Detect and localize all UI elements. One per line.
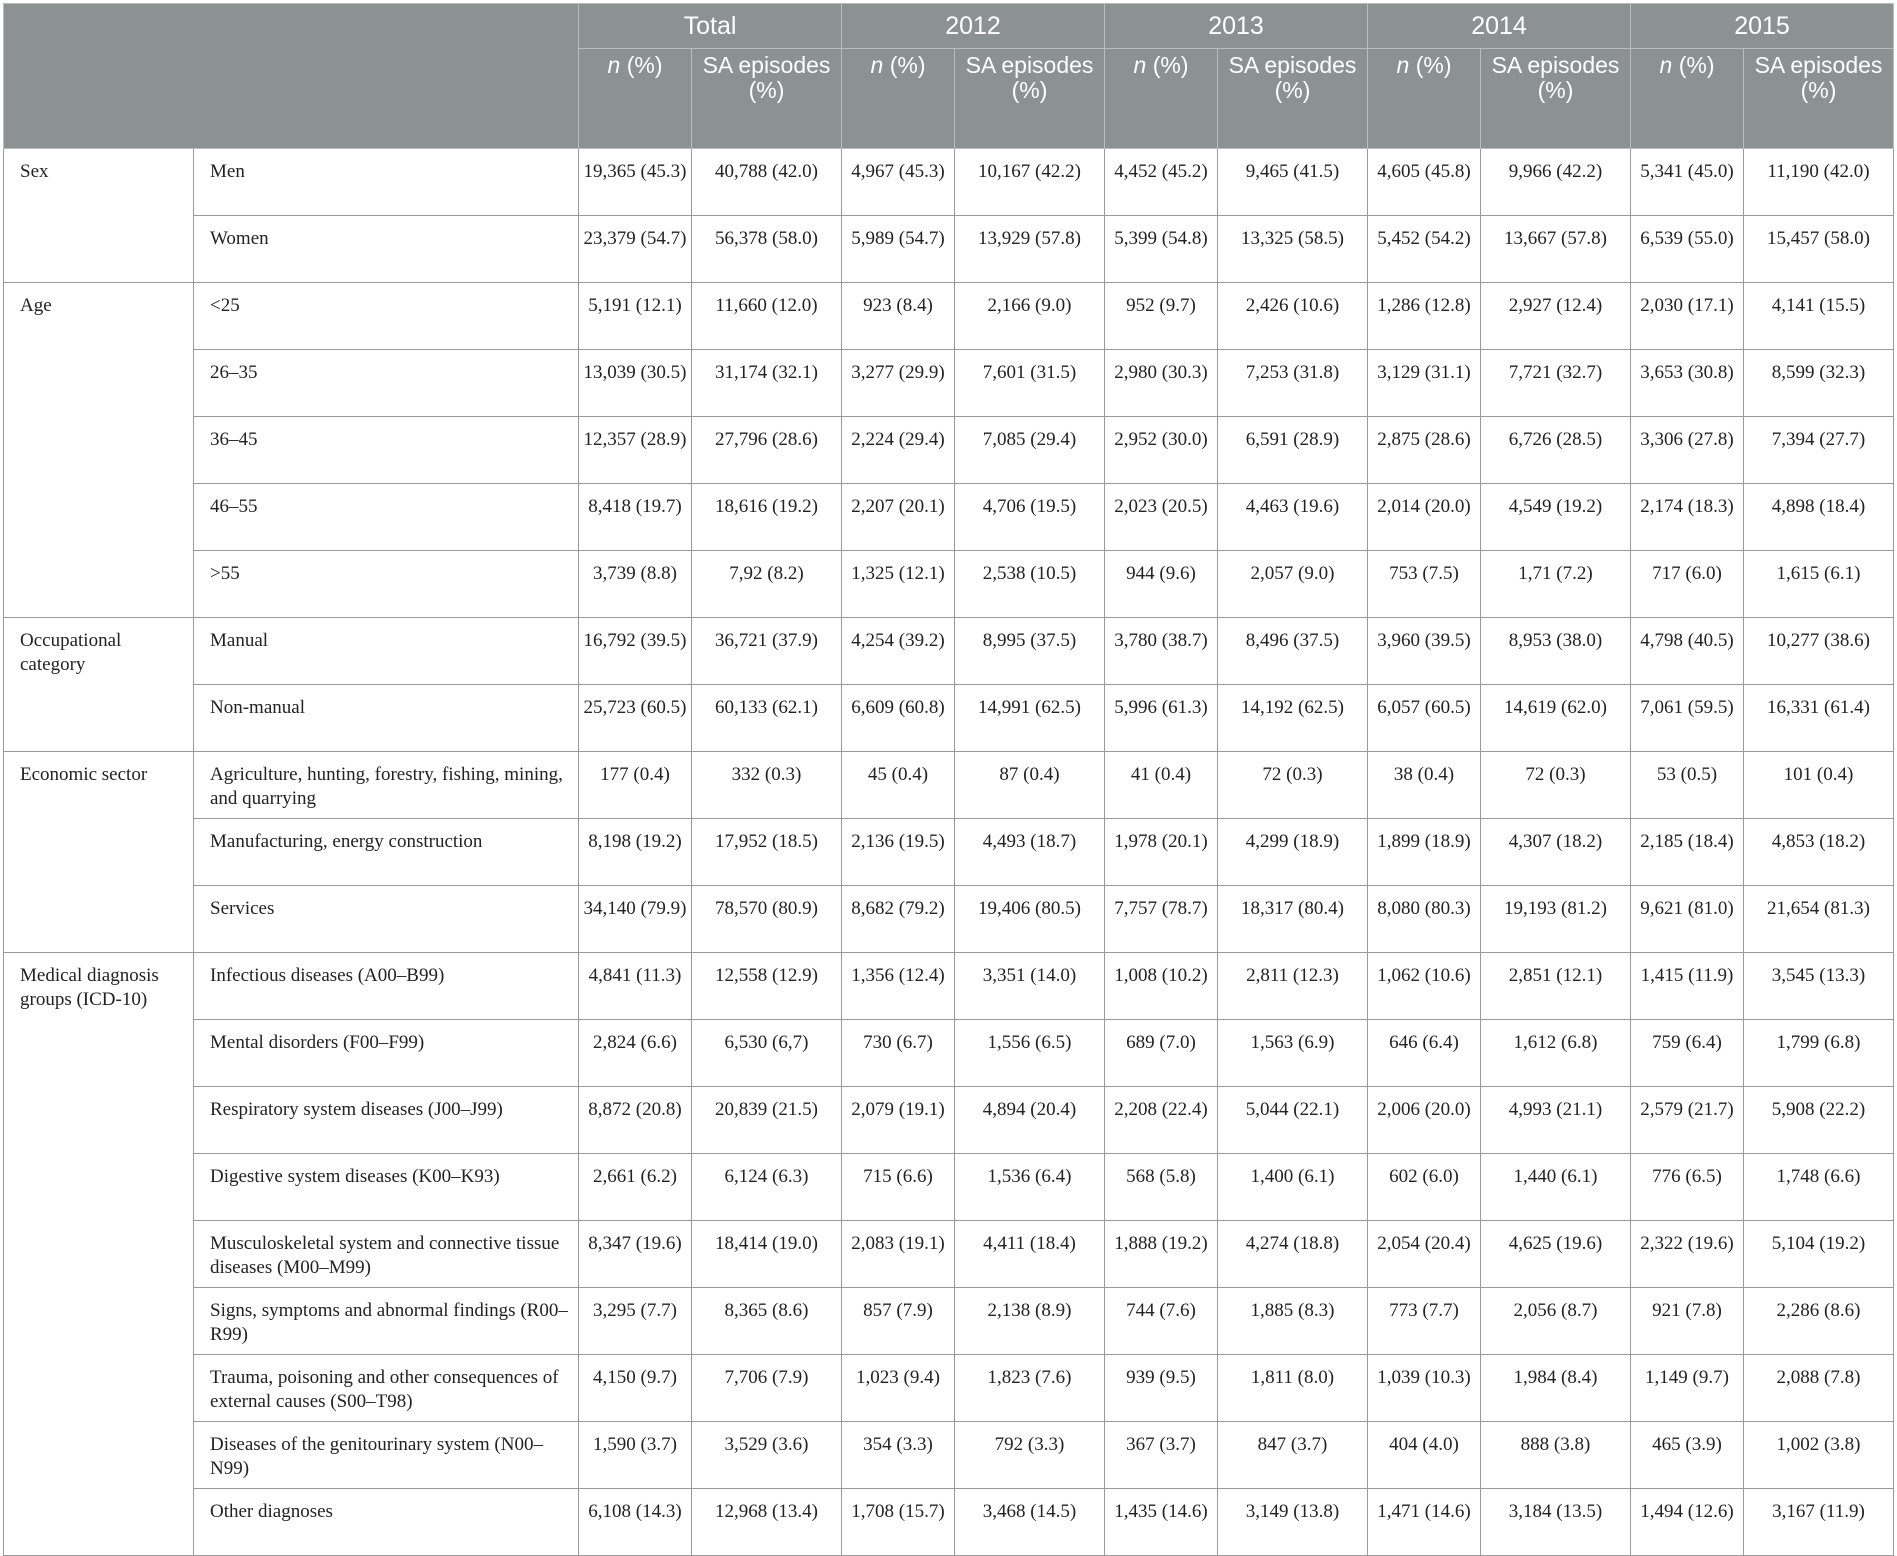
- value-cell: 1,978 (20.1): [1105, 819, 1218, 886]
- value-cell: 1,799 (6.8): [1744, 1020, 1894, 1087]
- value-cell: 689 (7.0): [1105, 1020, 1218, 1087]
- row-label: <25: [194, 283, 579, 350]
- value-cell: 3,653 (30.8): [1631, 350, 1744, 417]
- value-cell: 3,277 (29.9): [842, 350, 955, 417]
- row-label: Mental disorders (F00–F99): [194, 1020, 579, 1087]
- value-cell: 18,616 (19.2): [692, 484, 842, 551]
- value-cell: 1,612 (6.8): [1481, 1020, 1631, 1087]
- value-cell: 19,193 (81.2): [1481, 886, 1631, 953]
- value-cell: 2,875 (28.6): [1368, 417, 1481, 484]
- row-label: Men: [194, 149, 579, 216]
- value-cell: 1,885 (8.3): [1218, 1288, 1368, 1355]
- value-cell: 646 (6.4): [1368, 1020, 1481, 1087]
- value-cell: 16,331 (61.4): [1744, 685, 1894, 752]
- value-cell: 2,927 (12.4): [1481, 283, 1631, 350]
- n-suffix: (%): [1672, 52, 1715, 78]
- value-cell: 1,899 (18.9): [1368, 819, 1481, 886]
- value-cell: 1,356 (12.4): [842, 953, 955, 1020]
- value-cell: 38 (0.4): [1368, 752, 1481, 819]
- value-cell: 404 (4.0): [1368, 1422, 1481, 1489]
- n-percent-header: [1631, 49, 1744, 149]
- column-group-header: 2012: [842, 4, 1105, 49]
- value-cell: 8,080 (80.3): [1368, 886, 1481, 953]
- table-row: [4, 149, 1894, 216]
- table-row: [4, 1154, 1894, 1221]
- table-row: [4, 685, 1894, 752]
- value-cell: 2,088 (7.8): [1744, 1355, 1894, 1422]
- value-cell: 857 (7.9): [842, 1288, 955, 1355]
- value-cell: 1,471 (14.6): [1368, 1489, 1481, 1556]
- value-cell: 715 (6.6): [842, 1154, 955, 1221]
- value-cell: 3,167 (11.9): [1744, 1489, 1894, 1556]
- value-cell: 8,198 (19.2): [579, 819, 692, 886]
- value-cell: 3,351 (14.0): [955, 953, 1105, 1020]
- value-cell: 4,307 (18.2): [1481, 819, 1631, 886]
- value-cell: 2,824 (6.6): [579, 1020, 692, 1087]
- value-cell: 8,496 (37.5): [1218, 618, 1368, 685]
- value-cell: 2,079 (19.1): [842, 1087, 955, 1154]
- value-cell: 6,591 (28.9): [1218, 417, 1368, 484]
- value-cell: 4,299 (18.9): [1218, 819, 1368, 886]
- value-cell: 4,463 (19.6): [1218, 484, 1368, 551]
- column-group-header: Total: [579, 4, 842, 49]
- value-cell: 1,590 (3.7): [579, 1422, 692, 1489]
- value-cell: 465 (3.9): [1631, 1422, 1744, 1489]
- value-cell: 10,277 (38.6): [1744, 618, 1894, 685]
- value-cell: 4,894 (20.4): [955, 1087, 1105, 1154]
- value-cell: 4,274 (18.8): [1218, 1221, 1368, 1288]
- value-cell: 717 (6.0): [1631, 551, 1744, 618]
- table-row: [4, 551, 1894, 618]
- value-cell: 1,615 (6.1): [1744, 551, 1894, 618]
- value-cell: 3,739 (8.8): [579, 551, 692, 618]
- value-cell: 31,174 (32.1): [692, 350, 842, 417]
- value-cell: 3,468 (14.5): [955, 1489, 1105, 1556]
- value-cell: 3,306 (27.8): [1631, 417, 1744, 484]
- value-cell: 2,208 (22.4): [1105, 1087, 1218, 1154]
- value-cell: 7,394 (27.7): [1744, 417, 1894, 484]
- value-cell: 9,966 (42.2): [1481, 149, 1631, 216]
- value-cell: 354 (3.3): [842, 1422, 955, 1489]
- n-suffix: (%): [883, 52, 926, 78]
- value-cell: 1,494 (12.6): [1631, 1489, 1744, 1556]
- value-cell: 7,601 (31.5): [955, 350, 1105, 417]
- table-row: [4, 417, 1894, 484]
- row-label: Respiratory system diseases (J00–J99): [194, 1087, 579, 1154]
- value-cell: 2,057 (9.0): [1218, 551, 1368, 618]
- value-cell: 14,192 (62.5): [1218, 685, 1368, 752]
- table-container: [3, 3, 1894, 1556]
- value-cell: 20,839 (21.5): [692, 1087, 842, 1154]
- value-cell: 6,530 (6,7): [692, 1020, 842, 1087]
- value-cell: 1,536 (6.4): [955, 1154, 1105, 1221]
- value-cell: 5,044 (22.1): [1218, 1087, 1368, 1154]
- value-cell: 1,984 (8.4): [1481, 1355, 1631, 1422]
- category-cell: Sex: [4, 149, 194, 283]
- value-cell: 1,023 (9.4): [842, 1355, 955, 1422]
- value-cell: 1,415 (11.9): [1631, 953, 1744, 1020]
- value-cell: 53 (0.5): [1631, 752, 1744, 819]
- table-row: [4, 1355, 1894, 1422]
- value-cell: 19,365 (45.3): [579, 149, 692, 216]
- table-row: [4, 618, 1894, 685]
- value-cell: 1,435 (14.6): [1105, 1489, 1218, 1556]
- column-group-header: 2013: [1105, 4, 1368, 49]
- value-cell: 2,952 (30.0): [1105, 417, 1218, 484]
- row-label: Manual: [194, 618, 579, 685]
- value-cell: 1,748 (6.6): [1744, 1154, 1894, 1221]
- value-cell: 2,054 (20.4): [1368, 1221, 1481, 1288]
- value-cell: 2,224 (29.4): [842, 417, 955, 484]
- value-cell: 332 (0.3): [692, 752, 842, 819]
- value-cell: 101 (0.4): [1744, 752, 1894, 819]
- value-cell: 4,549 (19.2): [1481, 484, 1631, 551]
- value-cell: 1,062 (10.6): [1368, 953, 1481, 1020]
- value-cell: 1,556 (6.5): [955, 1020, 1105, 1087]
- value-cell: 8,347 (19.6): [579, 1221, 692, 1288]
- value-cell: 5,908 (22.2): [1744, 1087, 1894, 1154]
- value-cell: 2,661 (6.2): [579, 1154, 692, 1221]
- n-label: n: [1659, 52, 1673, 78]
- table-row: [4, 283, 1894, 350]
- value-cell: 8,599 (32.3): [1744, 350, 1894, 417]
- value-cell: 7,706 (7.9): [692, 1355, 842, 1422]
- value-cell: 60,133 (62.1): [692, 685, 842, 752]
- value-cell: 4,853 (18.2): [1744, 819, 1894, 886]
- value-cell: 4,798 (40.5): [1631, 618, 1744, 685]
- value-cell: 11,190 (42.0): [1744, 149, 1894, 216]
- n-suffix: (%): [620, 52, 663, 78]
- value-cell: 4,254 (39.2): [842, 618, 955, 685]
- value-cell: 177 (0.4): [579, 752, 692, 819]
- header-blank-cell: [4, 4, 579, 149]
- table-row: [4, 1221, 1894, 1288]
- value-cell: 40,788 (42.0): [692, 149, 842, 216]
- value-cell: 2,030 (17.1): [1631, 283, 1744, 350]
- value-cell: 14,991 (62.5): [955, 685, 1105, 752]
- value-cell: 7,757 (78.7): [1105, 886, 1218, 953]
- table-row: [4, 1422, 1894, 1489]
- value-cell: 773 (7.7): [1368, 1288, 1481, 1355]
- value-cell: 8,995 (37.5): [955, 618, 1105, 685]
- value-cell: 939 (9.5): [1105, 1355, 1218, 1422]
- value-cell: 7,92 (8.2): [692, 551, 842, 618]
- value-cell: 4,411 (18.4): [955, 1221, 1105, 1288]
- value-cell: 5,104 (19.2): [1744, 1221, 1894, 1288]
- category-cell: Economic sector: [4, 752, 194, 953]
- table-header: [4, 4, 1894, 149]
- category-cell: Occupational category: [4, 618, 194, 752]
- value-cell: 16,792 (39.5): [579, 618, 692, 685]
- value-cell: 19,406 (80.5): [955, 886, 1105, 953]
- value-cell: 4,150 (9.7): [579, 1355, 692, 1422]
- value-cell: 1,002 (3.8): [1744, 1422, 1894, 1489]
- value-cell: 4,898 (18.4): [1744, 484, 1894, 551]
- row-label: Signs, symptoms and abnormal findings (R00–R99): [194, 1288, 579, 1355]
- n-label: n: [607, 52, 621, 78]
- value-cell: 4,625 (19.6): [1481, 1221, 1631, 1288]
- value-cell: 2,538 (10.5): [955, 551, 1105, 618]
- value-cell: 2,185 (18.4): [1631, 819, 1744, 886]
- value-cell: 2,322 (19.6): [1631, 1221, 1744, 1288]
- value-cell: 5,989 (54.7): [842, 216, 955, 283]
- value-cell: 1,888 (19.2): [1105, 1221, 1218, 1288]
- value-cell: 18,317 (80.4): [1218, 886, 1368, 953]
- value-cell: 4,605 (45.8): [1368, 149, 1481, 216]
- value-cell: 1,563 (6.9): [1218, 1020, 1368, 1087]
- category-cell: Age: [4, 283, 194, 618]
- value-cell: 8,365 (8.6): [692, 1288, 842, 1355]
- table-body: [4, 149, 1894, 1556]
- value-cell: 14,619 (62.0): [1481, 685, 1631, 752]
- row-label: Manufacturing, energy construction: [194, 819, 579, 886]
- value-cell: 1,286 (12.8): [1368, 283, 1481, 350]
- category-cell: Medical diagnosis groups (ICD-10): [4, 953, 194, 1556]
- value-cell: 944 (9.6): [1105, 551, 1218, 618]
- value-cell: 3,129 (31.1): [1368, 350, 1481, 417]
- value-cell: 2,980 (30.3): [1105, 350, 1218, 417]
- value-cell: 11,660 (12.0): [692, 283, 842, 350]
- value-cell: 4,841 (11.3): [579, 953, 692, 1020]
- data-table: [3, 3, 1894, 1556]
- value-cell: 78,570 (80.9): [692, 886, 842, 953]
- value-cell: 8,953 (38.0): [1481, 618, 1631, 685]
- value-cell: 34,140 (79.9): [579, 886, 692, 953]
- value-cell: 5,996 (61.3): [1105, 685, 1218, 752]
- value-cell: 12,357 (28.9): [579, 417, 692, 484]
- value-cell: 921 (7.8): [1631, 1288, 1744, 1355]
- value-cell: 13,039 (30.5): [579, 350, 692, 417]
- value-cell: 12,968 (13.4): [692, 1489, 842, 1556]
- value-cell: 6,609 (60.8): [842, 685, 955, 752]
- value-cell: 7,721 (32.7): [1481, 350, 1631, 417]
- value-cell: 776 (6.5): [1631, 1154, 1744, 1221]
- sa-episodes-header: SA episodes (%): [955, 49, 1105, 149]
- value-cell: 1,325 (12.1): [842, 551, 955, 618]
- table-row: [4, 350, 1894, 417]
- value-cell: 1,400 (6.1): [1218, 1154, 1368, 1221]
- sa-episodes-header: SA episodes (%): [1218, 49, 1368, 149]
- value-cell: 8,872 (20.8): [579, 1087, 692, 1154]
- row-label: 46–55: [194, 484, 579, 551]
- n-suffix: (%): [1409, 52, 1452, 78]
- value-cell: 367 (3.7): [1105, 1422, 1218, 1489]
- value-cell: 1,008 (10.2): [1105, 953, 1218, 1020]
- value-cell: 12,558 (12.9): [692, 953, 842, 1020]
- value-cell: 15,457 (58.0): [1744, 216, 1894, 283]
- value-cell: 3,184 (13.5): [1481, 1489, 1631, 1556]
- value-cell: 45 (0.4): [842, 752, 955, 819]
- value-cell: 6,057 (60.5): [1368, 685, 1481, 752]
- value-cell: 6,108 (14.3): [579, 1489, 692, 1556]
- value-cell: 1,708 (15.7): [842, 1489, 955, 1556]
- value-cell: 1,149 (9.7): [1631, 1355, 1744, 1422]
- value-cell: 6,726 (28.5): [1481, 417, 1631, 484]
- value-cell: 7,061 (59.5): [1631, 685, 1744, 752]
- value-cell: 10,167 (42.2): [955, 149, 1105, 216]
- value-cell: 5,399 (54.8): [1105, 216, 1218, 283]
- row-label: 36–45: [194, 417, 579, 484]
- value-cell: 2,023 (20.5): [1105, 484, 1218, 551]
- n-label: n: [1133, 52, 1147, 78]
- table-row: [4, 819, 1894, 886]
- value-cell: 27,796 (28.6): [692, 417, 842, 484]
- value-cell: 5,341 (45.0): [1631, 149, 1744, 216]
- value-cell: 4,706 (19.5): [955, 484, 1105, 551]
- row-label: Trauma, poisoning and other consequences of external causes (S00–T98): [194, 1355, 579, 1422]
- table-row: [4, 1087, 1894, 1154]
- value-cell: 2,166 (9.0): [955, 283, 1105, 350]
- table-row: [4, 1288, 1894, 1355]
- n-percent-header: [1368, 49, 1481, 149]
- value-cell: 23,379 (54.7): [579, 216, 692, 283]
- sa-episodes-header: SA episodes (%): [1744, 49, 1894, 149]
- value-cell: 72 (0.3): [1218, 752, 1368, 819]
- value-cell: 2,811 (12.3): [1218, 953, 1368, 1020]
- table-row: [4, 216, 1894, 283]
- value-cell: 847 (3.7): [1218, 1422, 1368, 1489]
- value-cell: 9,621 (81.0): [1631, 886, 1744, 953]
- value-cell: 6,539 (55.0): [1631, 216, 1744, 283]
- value-cell: 753 (7.5): [1368, 551, 1481, 618]
- value-cell: 7,085 (29.4): [955, 417, 1105, 484]
- value-cell: 3,960 (39.5): [1368, 618, 1481, 685]
- value-cell: 2,207 (20.1): [842, 484, 955, 551]
- table-row: [4, 1020, 1894, 1087]
- table-row: [4, 953, 1894, 1020]
- row-label: 26–35: [194, 350, 579, 417]
- value-cell: 13,325 (58.5): [1218, 216, 1368, 283]
- value-cell: 792 (3.3): [955, 1422, 1105, 1489]
- table-row: [4, 886, 1894, 953]
- column-group-header: 2014: [1368, 4, 1631, 49]
- row-label: Women: [194, 216, 579, 283]
- value-cell: 2,174 (18.3): [1631, 484, 1744, 551]
- value-cell: 5,452 (54.2): [1368, 216, 1481, 283]
- value-cell: 2,426 (10.6): [1218, 283, 1368, 350]
- value-cell: 2,579 (21.7): [1631, 1087, 1744, 1154]
- row-label: Digestive system diseases (K00–K93): [194, 1154, 579, 1221]
- value-cell: 744 (7.6): [1105, 1288, 1218, 1355]
- value-cell: 4,141 (15.5): [1744, 283, 1894, 350]
- value-cell: 568 (5.8): [1105, 1154, 1218, 1221]
- row-label: >55: [194, 551, 579, 618]
- value-cell: 3,780 (38.7): [1105, 618, 1218, 685]
- table-row: [4, 752, 1894, 819]
- row-label: Other diagnoses: [194, 1489, 579, 1556]
- value-cell: 4,967 (45.3): [842, 149, 955, 216]
- row-label: Diseases of the genitourinary system (N00–N99): [194, 1422, 579, 1489]
- value-cell: 602 (6.0): [1368, 1154, 1481, 1221]
- value-cell: 2,136 (19.5): [842, 819, 955, 886]
- value-cell: 2,138 (8.9): [955, 1288, 1105, 1355]
- n-percent-header: [579, 49, 692, 149]
- value-cell: 25,723 (60.5): [579, 685, 692, 752]
- value-cell: 1,823 (7.6): [955, 1355, 1105, 1422]
- value-cell: 9,465 (41.5): [1218, 149, 1368, 216]
- row-label: Non-manual: [194, 685, 579, 752]
- value-cell: 2,014 (20.0): [1368, 484, 1481, 551]
- value-cell: 13,667 (57.8): [1481, 216, 1631, 283]
- row-label: Services: [194, 886, 579, 953]
- value-cell: 730 (6.7): [842, 1020, 955, 1087]
- value-cell: 41 (0.4): [1105, 752, 1218, 819]
- value-cell: 13,929 (57.8): [955, 216, 1105, 283]
- value-cell: 36,721 (37.9): [692, 618, 842, 685]
- value-cell: 952 (9.7): [1105, 283, 1218, 350]
- value-cell: 21,654 (81.3): [1744, 886, 1894, 953]
- column-group-header: 2015: [1631, 4, 1894, 49]
- value-cell: 3,149 (13.8): [1218, 1489, 1368, 1556]
- value-cell: 8,418 (19.7): [579, 484, 692, 551]
- value-cell: 3,529 (3.6): [692, 1422, 842, 1489]
- value-cell: 2,006 (20.0): [1368, 1087, 1481, 1154]
- sa-episodes-header: SA episodes (%): [692, 49, 842, 149]
- value-cell: 1,440 (6.1): [1481, 1154, 1631, 1221]
- n-percent-header: [1105, 49, 1218, 149]
- value-cell: 1,039 (10.3): [1368, 1355, 1481, 1422]
- value-cell: 2,083 (19.1): [842, 1221, 955, 1288]
- value-cell: 3,545 (13.3): [1744, 953, 1894, 1020]
- row-label: Infectious diseases (A00–B99): [194, 953, 579, 1020]
- value-cell: 3,295 (7.7): [579, 1288, 692, 1355]
- value-cell: 8,682 (79.2): [842, 886, 955, 953]
- n-percent-header: [842, 49, 955, 149]
- value-cell: 56,378 (58.0): [692, 216, 842, 283]
- value-cell: 17,952 (18.5): [692, 819, 842, 886]
- table-row: [4, 1489, 1894, 1556]
- value-cell: 1,71 (7.2): [1481, 551, 1631, 618]
- value-cell: 759 (6.4): [1631, 1020, 1744, 1087]
- value-cell: 2,056 (8.7): [1481, 1288, 1631, 1355]
- n-suffix: (%): [1146, 52, 1189, 78]
- value-cell: 18,414 (19.0): [692, 1221, 842, 1288]
- sa-episodes-header: SA episodes (%): [1481, 49, 1631, 149]
- value-cell: 5,191 (12.1): [579, 283, 692, 350]
- value-cell: 7,253 (31.8): [1218, 350, 1368, 417]
- table-row: [4, 484, 1894, 551]
- value-cell: 87 (0.4): [955, 752, 1105, 819]
- value-cell: 2,286 (8.6): [1744, 1288, 1894, 1355]
- row-label: Agriculture, hunting, forestry, fishing, mining, and quarrying: [194, 752, 579, 819]
- value-cell: 1,811 (8.0): [1218, 1355, 1368, 1422]
- n-label: n: [1396, 52, 1410, 78]
- value-cell: 4,493 (18.7): [955, 819, 1105, 886]
- value-cell: 923 (8.4): [842, 283, 955, 350]
- value-cell: 888 (3.8): [1481, 1422, 1631, 1489]
- value-cell: 2,851 (12.1): [1481, 953, 1631, 1020]
- value-cell: 4,993 (21.1): [1481, 1087, 1631, 1154]
- value-cell: 72 (0.3): [1481, 752, 1631, 819]
- row-label: Musculoskeletal system and connective tissue diseases (M00–M99): [194, 1221, 579, 1288]
- value-cell: 4,452 (45.2): [1105, 149, 1218, 216]
- n-label: n: [870, 52, 884, 78]
- value-cell: 6,124 (6.3): [692, 1154, 842, 1221]
